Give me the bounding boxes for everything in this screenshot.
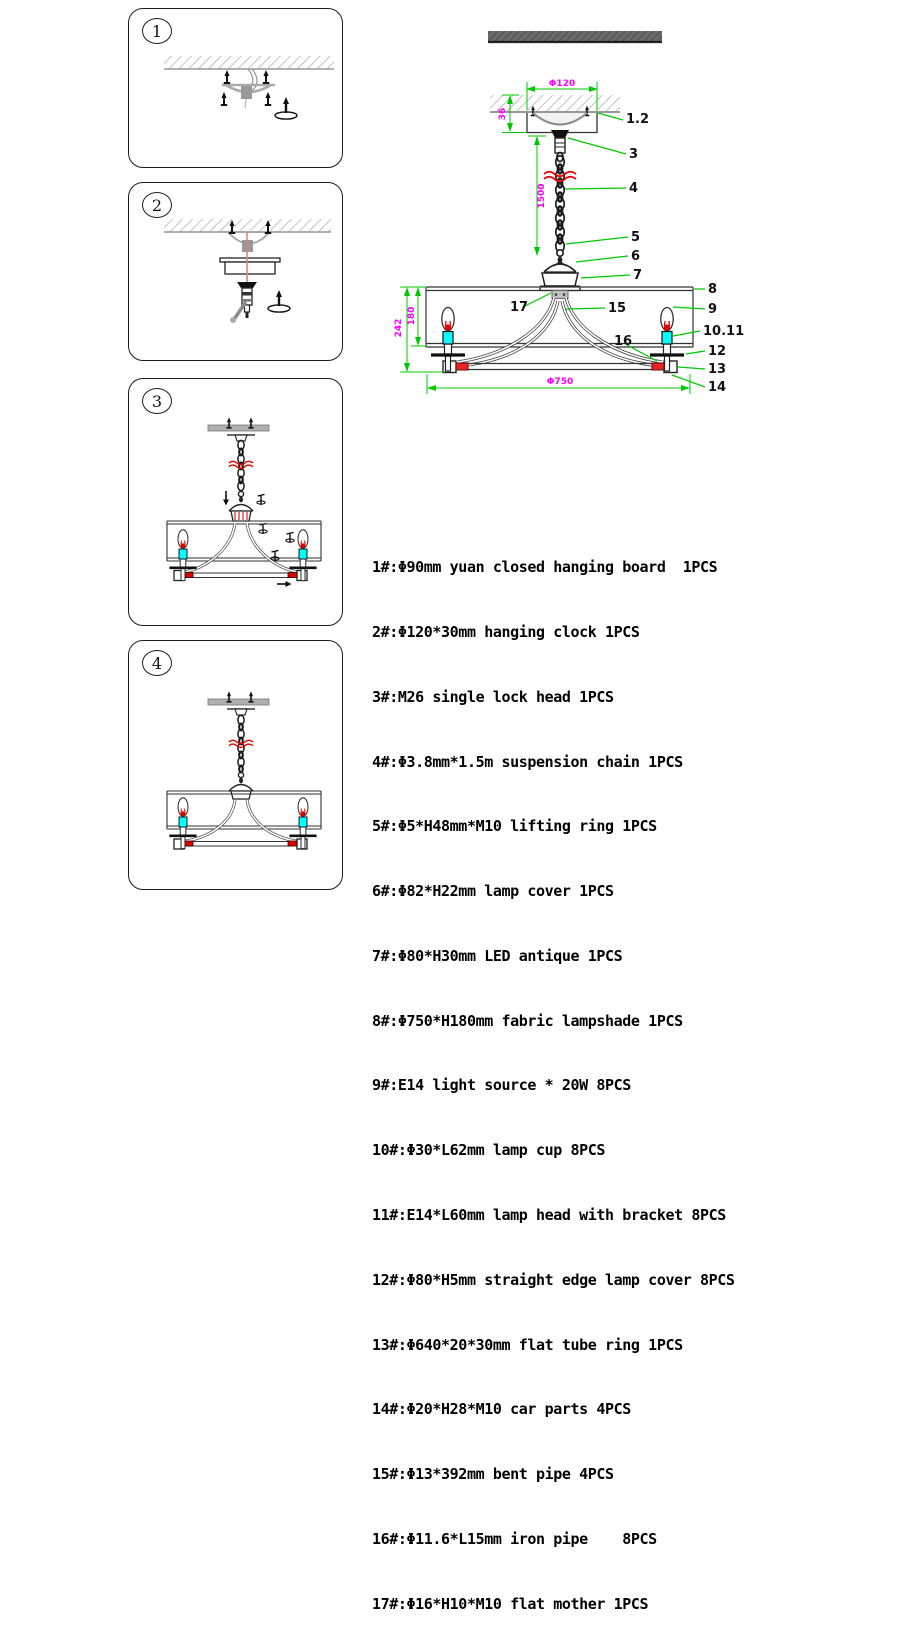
bent-pipes <box>179 523 303 573</box>
step-panel-2 <box>128 182 343 361</box>
step-number: 4 <box>151 653 163 673</box>
parts-list-item: 8#:Φ750*H180mm fabric lampshade 1PCS <box>372 1011 683 1030</box>
hanging-clock-canopy <box>220 258 280 274</box>
main-technical-drawing <box>370 10 760 430</box>
parts-list-item: 3#:M26 single lock head 1PCS <box>372 687 614 706</box>
flat-mother-block <box>552 291 568 299</box>
suspension-chain <box>238 440 244 490</box>
parts-list-item: 11#:E14*L60mm lamp head with bracket 8PCS <box>372 1206 726 1224</box>
led-antique-cup <box>540 273 580 291</box>
callout-10-11: 10.11 <box>703 324 745 339</box>
parts-list-item: 6#:Φ82*H22mm lamp cover 1PCS <box>372 882 614 901</box>
parts-list-item: 1#:Φ90mm yuan closed hanging board 1PCS <box>372 558 718 577</box>
callout-7: 7 <box>633 268 643 283</box>
screw-rotation-icon <box>268 290 290 312</box>
ceiling-plate <box>208 691 269 715</box>
iron-pipe-highlight <box>652 363 664 370</box>
dim-text-canopy-diameter: Φ120 <box>548 79 576 89</box>
step-number-badge <box>142 388 172 414</box>
screw-rotation-icon <box>275 97 297 119</box>
parts-list-item: 5#:Φ5*H48mm*M10 lifting ring 1PCS <box>372 817 657 836</box>
step-panel-3 <box>128 378 343 626</box>
callout-3: 3 <box>629 147 639 162</box>
lamp-cover-canopy <box>229 785 253 800</box>
parts-list <box>372 514 892 1637</box>
lamp-cover-canopy <box>229 505 253 522</box>
ceiling-bar-dark <box>488 31 662 42</box>
bent-pipes <box>458 298 662 366</box>
parts-list-item: 16#:Φ11.6*L15mm iron pipe 8PCS <box>372 1529 657 1548</box>
screw-icon <box>259 523 267 534</box>
step-4-illustration <box>129 641 342 889</box>
ceiling-plate <box>208 417 269 441</box>
parts-list-item: 7#:Φ80*H30mm LED antique 1PCS <box>372 946 623 965</box>
callout-14: 14 <box>708 380 727 395</box>
parts-list-item: 9#:E14 light source * 20W 8PCS <box>372 1076 631 1095</box>
dim-text-total-drop: 242 <box>394 318 404 338</box>
callout-1-2: 1.2 <box>626 112 650 127</box>
dim-text-shade-height: 180 <box>407 306 417 326</box>
dimension-shade-height <box>407 288 427 346</box>
callout-9: 9 <box>708 302 718 317</box>
screw-icon <box>257 494 265 505</box>
dim-text-canopy-height: 36 <box>498 107 508 121</box>
screwdriver-icon <box>230 303 245 323</box>
callout-6: 6 <box>631 249 641 264</box>
parts-list-item: 4#:Φ3.8mm*1.5m suspension chain 1PCS <box>372 752 683 771</box>
parts-list-item: 17#:Φ16*H10*M10 flat mother 1PCS <box>372 1594 649 1613</box>
callout-13: 13 <box>708 362 727 377</box>
callout-15: 15 <box>608 301 627 316</box>
parts-list-item: 13#:Φ640*20*30mm flat tube ring 1PCS <box>372 1335 683 1354</box>
lifting-ring <box>238 772 243 783</box>
dim-text-shade-diameter: Φ750 <box>546 377 574 387</box>
dimension-chain-length <box>528 136 547 255</box>
down-arrow <box>223 491 229 506</box>
step-number: 1 <box>151 21 163 41</box>
dimension-shade-diameter <box>427 374 690 394</box>
callout-8: 8 <box>708 282 718 297</box>
callout-17: 17 <box>510 300 529 315</box>
screw-icon <box>271 550 279 561</box>
step-number: 2 <box>151 195 163 215</box>
step-3-illustration <box>129 379 342 625</box>
parts-list-item: 2#:Φ120*30mm hanging clock 1PCS <box>372 622 640 641</box>
callout-5: 5 <box>631 230 641 245</box>
step-number-badge <box>142 650 172 676</box>
screw-icon <box>286 532 294 543</box>
parts-list-item: 12#:Φ80*H5mm straight edge lamp cover 8PCS <box>372 1270 735 1289</box>
callout-16: 16 <box>614 334 633 349</box>
callout-4: 4 <box>629 181 639 196</box>
ceiling-hatch <box>164 56 334 69</box>
lock-head <box>551 130 569 162</box>
chain-break-mark <box>229 740 253 747</box>
dimension-total-drop <box>394 287 444 372</box>
step-panel-4 <box>128 640 343 890</box>
lifting-ring <box>238 491 243 502</box>
bent-pipes <box>179 800 303 842</box>
suspension-chain <box>556 156 564 252</box>
step-panel-1 <box>128 8 343 168</box>
parts-list-item: 15#:Φ13*392mm bent pipe 4PCS <box>372 1465 614 1484</box>
parts-list-item: 14#:Φ20*H28*M10 car parts 4PCS <box>372 1400 631 1419</box>
step-number-badge <box>142 18 172 44</box>
callout-12: 12 <box>708 344 727 359</box>
parts-list-item: 10#:Φ30*L62mm lamp cup 8PCS <box>372 1141 606 1160</box>
lamp-cover <box>544 264 576 272</box>
right-arrow <box>277 581 292 587</box>
bottom-ring <box>174 571 307 581</box>
step-number: 3 <box>151 391 163 411</box>
step-number-badge <box>142 192 172 218</box>
iron-pipe-highlight <box>456 363 468 370</box>
dim-text-chain-length: 1500 <box>537 183 547 209</box>
ceiling-hatch <box>164 219 331 232</box>
